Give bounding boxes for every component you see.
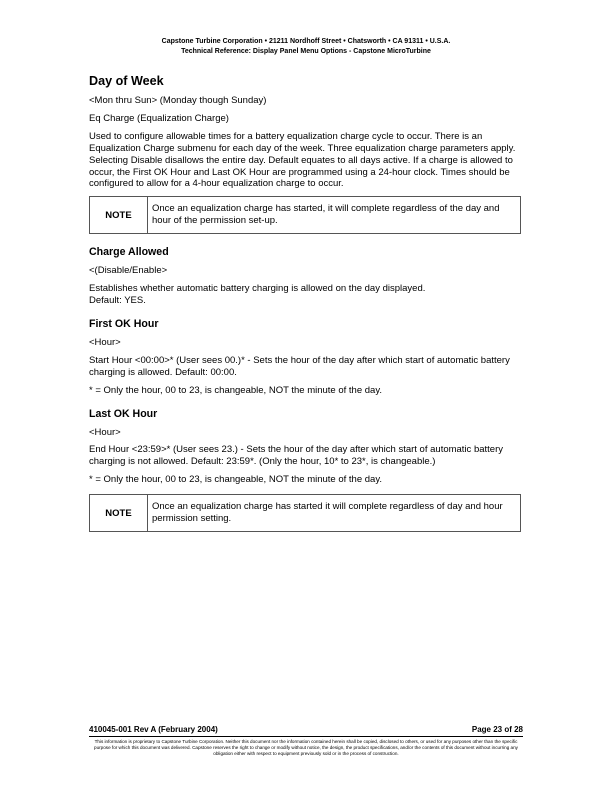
last-ok-hour-footnote: * = Only the hour, 00 to 23, is changeable, NOT the minute of the day. <box>89 474 383 486</box>
last-ok-hour-param: <Hour> <box>89 426 121 438</box>
charge-allowed-description <box>89 283 521 307</box>
section-charge-allowed <box>89 246 521 307</box>
note-text: Once an equalization charge has started it will complete regardless of day and hour permission setting. <box>152 501 503 525</box>
first-ok-hour-footnote: * = Only the hour, 00 to 23, is changeable, NOT the minute of the day. <box>89 384 383 396</box>
legal-notice: This information is proprietary to Capstone Turbine Corporation. Neither this document nor the information contained herein shall be copied, disclosed to others, or used for any purposes other than the specific purpose for which this document was delivered. Capstone reserves the right to change or modify without notice, the design, the product specifications, and/or the contents of this document without incurring any obligation either with respect to equipment previously sold or in the process of construction. <box>94 739 518 757</box>
last-ok-hour-heading: Last OK Hour <box>89 407 158 420</box>
note-box <box>89 196 521 234</box>
charge-allowed-options: <(Disable/Enable> <box>89 265 168 277</box>
first-ok-hour-heading: First OK Hour <box>89 317 159 330</box>
note-label: NOTE <box>90 197 148 233</box>
page-header <box>0 37 612 56</box>
note-label: NOTE <box>90 495 148 531</box>
page-number: Page 23 of 28 <box>471 725 523 734</box>
first-ok-hour-description: Start Hour <00:00>* (User sees 00.)* - Sets the hour of the day after which start of automatic battery charging is allowed. Default: 00:00. <box>89 354 510 378</box>
day-of-week-heading: Day of Week <box>89 74 164 88</box>
document-revision: 410045-001 Rev A (February 2004) <box>89 725 218 734</box>
note-box <box>89 494 521 532</box>
page-content <box>89 74 521 544</box>
header-address: Capstone Turbine Corporation • 21211 Nordhoff Street • Chatsworth • CA 91311 • U.S.A. <box>161 38 451 45</box>
day-of-week-range: <Mon thru Sun> (Monday though Sunday) <box>89 95 267 106</box>
charge-allowed-heading: Charge Allowed <box>89 246 169 259</box>
first-ok-hour-param: <Hour> <box>89 336 121 348</box>
eq-charge-label: Eq Charge (Equalization Charge) <box>89 112 229 124</box>
charge-allowed-body: Establishes whether automatic battery charging is allowed on the day displayed. <box>89 283 426 295</box>
footer-row <box>89 725 523 737</box>
section-last-ok-hour <box>89 408 521 532</box>
last-ok-hour-description: End Hour <23:59>* (User sees 23.) - Sets the hour of the day after which start of automatic battery charging is not allowed. Default: 23:59*. (Only the hour, 10* to 23*, is changeable.) <box>89 444 503 468</box>
section-day-of-week <box>89 74 521 234</box>
header-reference: Technical Reference: Display Panel Menu Options - Capstone MicroTurbine <box>181 47 431 55</box>
note-text: Once an equalization charge has started, it will complete regardless of the day and hour of the permission set-up. <box>152 203 500 227</box>
page-footer <box>89 725 523 758</box>
charge-allowed-default: Default: YES. <box>89 294 146 306</box>
section-first-ok-hour <box>89 318 521 397</box>
day-of-week-description: Used to configure allowable times for a battery equalization charge cycle to occur. There is an Equalization Charge submenu for each day of the week. Three equalization charge parameters apply. Selecting Disable disallows the entire day. Default equates to all days active. If a charge is allowed to occur, the First OK Hour and Last OK Hour are programmed using a 24-hour clock. Times should be configured to allow for a 4-hour equalization charge to occur. <box>89 130 516 190</box>
